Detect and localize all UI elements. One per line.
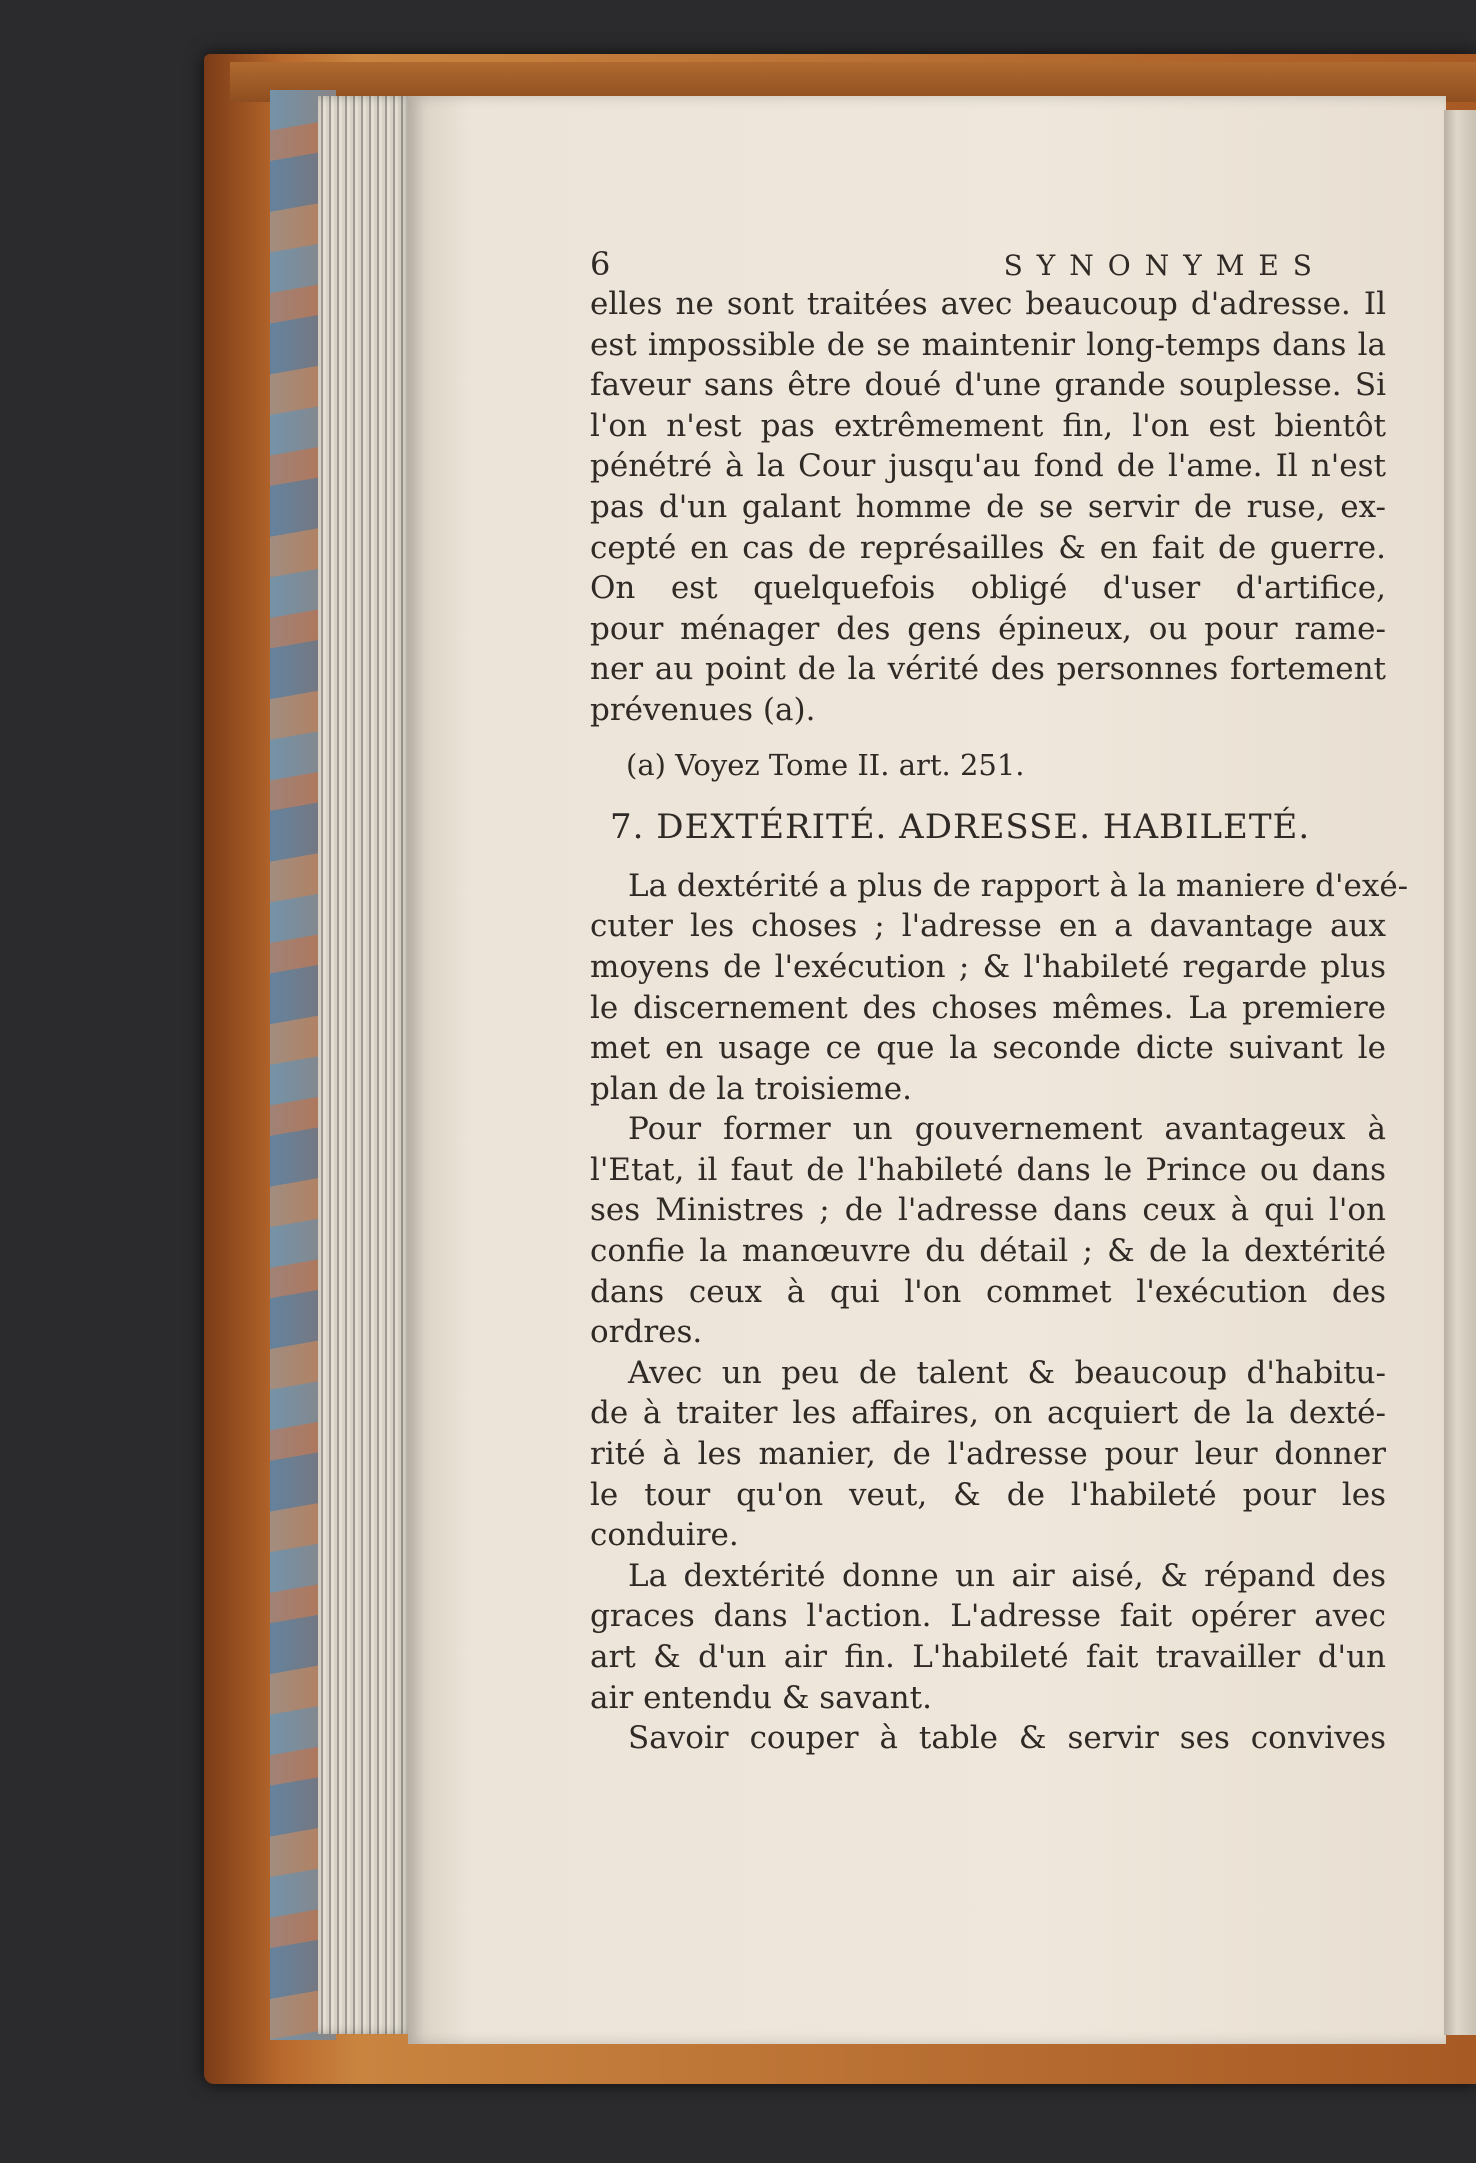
text-line: rité à les manier, de l'adresse pour leur donner	[590, 1436, 1386, 1473]
text-line: confie la manœuvre du détail ; & de la dextérité	[590, 1233, 1386, 1270]
text-line: le discernement des choses mêmes. La premiere	[590, 989, 1386, 1026]
text-line: Avec un peu de talent & beaucoup d'habitu-	[628, 1354, 1386, 1391]
text-line: On est quelquefois obligé d'user d'artifice,	[590, 570, 1386, 607]
facing-page-edge	[1444, 110, 1476, 2035]
paragraph-5	[590, 1556, 1386, 1718]
text-line: faveur sans être doué d'une grande souplesse. Si	[590, 367, 1386, 404]
text-line: air entendu & savant.	[590, 1679, 932, 1716]
text-line: l'Etat, il faut de l'habileté dans le Prince ou dans	[590, 1151, 1386, 1188]
text-line: moyens de l'exécution ; & l'habileté regarde plus	[590, 948, 1386, 985]
text-line: art & d'un air fin. L'habileté fait travailler d'un	[590, 1639, 1386, 1675]
page-number: 6	[590, 245, 611, 283]
text-line: l'on n'est pas extrêmement fin, l'on est bientôt	[590, 407, 1386, 444]
page-leaves	[318, 96, 412, 2034]
text-line: est impossible de se maintenir long-temps dans la	[590, 326, 1386, 363]
text-line: met en usage ce que la seconde dicte suivant le	[590, 1030, 1386, 1067]
text-line: conduire.	[590, 1517, 739, 1554]
text-line: graces dans l'action. L'adresse fait opérer avec	[590, 1598, 1386, 1635]
paragraph-4	[590, 1353, 1386, 1556]
text-line: La dextérité donne un air aisé, & répand des	[628, 1557, 1386, 1594]
text-line: cuter les choses ; l'adresse en a davantage aux	[590, 908, 1386, 945]
text-line: dans ceux à qui l'on commet l'exécution des	[590, 1273, 1386, 1310]
text-line: prévenues (a).	[590, 691, 816, 728]
text-line: de à traiter les affaires, on acquiert de la dexté-	[590, 1395, 1386, 1432]
text-line: plan de la troisieme.	[590, 1070, 912, 1107]
page-text	[590, 244, 1409, 1759]
paragraph-2	[590, 866, 1409, 1110]
text-line: ses Ministres ; de l'adresse dans ceux à qui l'on	[590, 1192, 1386, 1229]
page-header	[590, 244, 1386, 284]
text-line: La dextérité a plus de rapport à la maniere d'exé-	[628, 867, 1409, 904]
text-line: cepté en cas de représailles & en fait de guerre.	[590, 529, 1386, 566]
text-line: le tour qu'on veut, & de l'habileté pour les	[590, 1476, 1386, 1513]
paragraph-1	[590, 284, 1386, 731]
text-line: ordres.	[590, 1314, 703, 1351]
paragraph-6	[590, 1718, 1386, 1759]
text-line: elles ne sont traitées avec beaucoup d'adresse. Il	[590, 286, 1386, 322]
footnote: (a) Voyez Tome II. art. 251.	[626, 747, 1025, 782]
text-line: Savoir couper à table & servir ses convives	[628, 1720, 1386, 1757]
text-line: ner au point de la vérité des personnes fortement	[590, 651, 1386, 688]
section-heading: 7. DEXTÉRITÉ. ADRESSE. HABILETÉ.	[610, 807, 1311, 848]
paragraph-3	[590, 1109, 1386, 1353]
text-line: pénétré à la Cour jusqu'au fond de l'ame. Il n'est	[590, 448, 1386, 485]
text-line: pour ménager des gens épineux, ou pour rame-	[590, 610, 1386, 647]
text-line: pas d'un galant homme de se servir de ruse, ex-	[590, 488, 1386, 525]
text-line: Pour former un gouvernement avantageux à	[628, 1111, 1386, 1148]
running-title: SYNONYMES	[1003, 249, 1326, 282]
